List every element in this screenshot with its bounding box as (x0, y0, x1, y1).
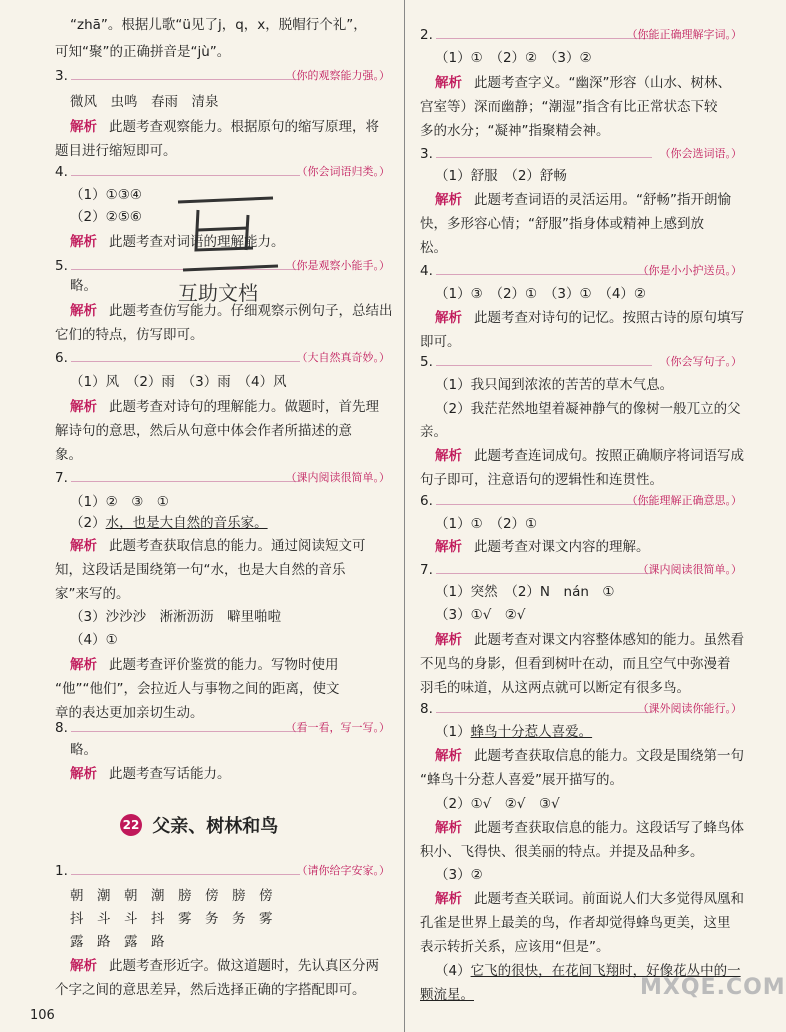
explanation-text: 此题考查仿写能力。仔细观察示例句子，总结出 (109, 303, 393, 319)
answer-line: （1）我只闻到浓浓的苦苦的草木气息。 (435, 377, 674, 393)
explanation-label: 解析 (70, 234, 97, 250)
explanation-text: 此题考查形近字。做这道题时，先认真区分两 (109, 958, 379, 974)
explanation-label: 解析 (435, 539, 462, 555)
answer-line: 它们的特点，仿写即可。 (55, 327, 204, 343)
explanation-text: 此题考查写话能力。 (109, 766, 231, 782)
question-tag: （你是观察小能手。） (285, 259, 390, 272)
answer-line: “蜂鸟十分惹人喜爱”展开描写的。 (420, 772, 623, 788)
answer-line: 朝 潮 朝 潮 膀 傍 膀 傍 (70, 888, 273, 904)
explanation-label: 解析 (435, 632, 462, 648)
answer-line: 解诗句的意思，然后从句意中体会作者所描述的意 (55, 423, 352, 439)
header-rule (71, 79, 300, 80)
answer-prefix: （2） (70, 515, 106, 531)
column-divider (404, 0, 405, 1032)
watermark-site: MXQE.COM (640, 975, 786, 1000)
answer-line: （3）沙沙沙 淅淅沥沥 噼里啪啦 (70, 609, 282, 625)
question-tag: （大自然真奇妙。） (296, 351, 390, 364)
answer-line: 宫室等）深而幽静；“潮湿”指含有比正常状态下较 (420, 99, 718, 115)
explanation-text: 此题考查获取信息的能力。通过阅读短文可 (109, 538, 366, 554)
explanation-line (70, 398, 379, 416)
explanation-text: 此题考查获取信息的能力。这段话写了蜂鸟体 (474, 820, 744, 836)
question-header (420, 353, 742, 371)
question-number: 2. (420, 27, 433, 43)
explanation-label: 解析 (435, 310, 462, 326)
question-tag: （你会选词语。） (659, 147, 742, 160)
header-rule (71, 481, 300, 482)
question-number: 7. (420, 562, 433, 578)
question-number: 3. (420, 146, 433, 162)
page-number: 106 (30, 1008, 55, 1023)
underlined-answer: 颗流星。 (420, 987, 474, 1003)
answer-line: （1）① （2）① (435, 516, 538, 532)
answer-line: （2）我茫茫然地望着凝神静气的像树一般兀立的父 (435, 401, 741, 417)
header-rule (436, 38, 652, 39)
explanation-line (435, 309, 744, 327)
explanation-line (435, 447, 744, 465)
question-header (420, 145, 742, 163)
explanation-line (70, 765, 231, 783)
answer-line: （1）舒服 （2）舒畅 (435, 168, 567, 184)
answer-line: 快，多形容心情；“舒服”指身体或精神上感到放 (420, 216, 704, 232)
explanation-text: 此题考查对词语的理解能力。 (109, 234, 285, 250)
explanation-text: 此题考查词语的灵活运用。“舒畅”指开朗愉 (474, 192, 731, 208)
question-tag: （你是小小护送员。） (637, 264, 742, 277)
header-rule (71, 731, 300, 732)
question-tag: （请你给字安家。） (296, 864, 390, 877)
explanation-text: 此题考查对课文内容整体感知的能力。虽然看 (474, 632, 744, 648)
header-rule (71, 361, 300, 362)
explanation-line (70, 656, 339, 674)
question-header (420, 561, 742, 579)
header-rule (436, 712, 652, 713)
question-tag: （课内阅读很简单。） (285, 471, 390, 484)
header-rule (436, 365, 652, 366)
answer-line: 表示转折关系，应该用“但是”。 (420, 939, 610, 955)
question-number: 7. (55, 470, 68, 486)
answer-line: （1）突然 （2）N nán ① (435, 584, 615, 600)
question-number: 3. (55, 68, 68, 84)
question-header (55, 719, 390, 737)
explanation-text: 此题考查连词成句。按照正确顺序将词语写成 (474, 448, 744, 464)
answer-prefix: （1） (435, 724, 471, 740)
answer-line (70, 514, 268, 532)
explanation-text: 此题考查观察能力。根据原句的缩写原理，将 (109, 119, 379, 135)
question-number: 8. (420, 701, 433, 717)
answer-line (435, 723, 592, 741)
explanation-text: 此题考查获取信息的能力。文段是围绕第一句 (474, 748, 744, 764)
answer-line: （4）① (70, 632, 118, 648)
explanation-line (435, 819, 744, 837)
underlined-answer: 蜂鸟十分惹人喜爱。 (470, 724, 593, 740)
answer-line: 句子即可，注意语句的逻辑性和连贯性。 (420, 472, 663, 488)
answer-line: 微风 虫鸣 春雨 清泉 (70, 94, 219, 110)
answer-line: （1）② ③ ① (70, 494, 169, 510)
explanation-line (70, 537, 366, 555)
answer-line: 松。 (420, 240, 447, 256)
explanation-label: 解析 (435, 192, 462, 208)
question-header (420, 26, 742, 44)
question-tag: （你会写句子。） (659, 355, 742, 368)
answer-line: （2）②⑤⑥ (70, 209, 142, 225)
explanation-line (435, 74, 731, 92)
question-number: 6. (420, 493, 433, 509)
explanation-line (435, 890, 744, 908)
chapter-number-badge: 22 (120, 814, 142, 836)
answer-line: 可知“聚”的正确拼音是“jù”。 (55, 44, 231, 60)
explanation-text: 此题考查评价鉴赏的能力。写物时使用 (109, 657, 339, 673)
explanation-label: 解析 (70, 119, 97, 135)
answer-line: 孔雀是世界上最美的鸟，作者却觉得蜂鸟更美，这里 (420, 915, 731, 931)
header-rule (71, 874, 300, 875)
explanation-line (435, 538, 650, 556)
header-rule (436, 573, 652, 574)
question-header (55, 349, 390, 367)
answer-line: （1）③ （2）① （3）① （4）② (435, 286, 647, 302)
explanation-label: 解析 (435, 75, 462, 91)
answer-line: 羽毛的味道，从这两点就可以断定有很多鸟。 (420, 680, 690, 696)
header-rule (71, 175, 300, 176)
underlined-answer: 水，也是大自然的音乐家。 (105, 515, 268, 531)
answer-line: （1）风 （2）雨 （3）雨 （4）风 (70, 374, 287, 390)
explanation-label: 解析 (70, 766, 97, 782)
answer-prefix: （4） (435, 963, 471, 979)
answer-line: “zhā”。根据儿歌“ü见了j，q，x，脱帽行个礼”， (70, 17, 367, 33)
answer-line: 知，这段话是围绕第一句“水，也是大自然的音乐 (55, 562, 346, 578)
answer-line: （1）①③④ (70, 187, 142, 203)
answer-line (420, 986, 474, 1004)
explanation-label: 解析 (435, 891, 462, 907)
explanation-line (70, 118, 379, 136)
answer-line: （3）② (435, 867, 483, 883)
answer-line: 积小、飞得快、很美丽的特点。并提及品种多。 (420, 844, 704, 860)
answer-line: （2）①√ ②√ ③√ (435, 796, 560, 812)
question-number: 4. (55, 164, 68, 180)
answer-line: 略。 (70, 278, 97, 294)
answer-line: 露 路 露 路 (70, 934, 165, 950)
explanation-label: 解析 (70, 538, 97, 554)
answer-line: 家”来写的。 (55, 586, 130, 602)
question-tag: （课内阅读很简单。） (637, 563, 742, 576)
explanation-label: 解析 (70, 399, 97, 415)
header-rule (436, 274, 652, 275)
explanation-label: 解析 (70, 303, 97, 319)
answer-line: 象。 (55, 447, 82, 463)
question-tag: （你会词语归类。） (296, 165, 390, 178)
chapter-heading (120, 812, 278, 838)
header-rule (436, 504, 652, 505)
question-header (55, 469, 390, 487)
underlined-answer: 它飞的很快，在花间飞翔时，好像花丛中的一 (470, 963, 741, 979)
question-tag: （看一看，写一写。） (285, 721, 390, 734)
question-number: 5. (420, 354, 433, 370)
question-tag: （课外阅读你能行。） (637, 702, 742, 715)
question-tag: （你能正确理解字词。） (626, 28, 742, 41)
question-number: 8. (55, 720, 68, 736)
explanation-label: 解析 (70, 657, 97, 673)
explanation-line (435, 631, 744, 649)
question-tag: （你能理解正确意思。） (626, 494, 742, 507)
question-header (420, 262, 742, 280)
answer-line: 抖 斗 斗 抖 雾 务 务 雾 (70, 911, 273, 927)
explanation-label: 解析 (70, 958, 97, 974)
question-header (420, 700, 742, 718)
question-header (55, 67, 390, 85)
explanation-text: 此题考查对诗句的理解能力。做题时，首先理 (109, 399, 379, 415)
answer-line: 个字之间的意思差异，然后选择正确的字搭配即可。 (55, 982, 366, 998)
question-header (420, 492, 742, 510)
explanation-text: 此题考查字义。“幽深”形容（山水、树林、 (474, 75, 731, 91)
explanation-text: 此题考查关联词。前面说人们大多觉得凤凰和 (474, 891, 744, 907)
chapter-title: 父亲、树林和鸟 (152, 816, 279, 837)
explanation-line (435, 747, 744, 765)
watermark-logo-text: 互助文档 (178, 281, 258, 305)
question-number: 1. (55, 863, 68, 879)
question-header (55, 163, 390, 181)
watermark-logo (168, 190, 288, 314)
answer-line: 亲。 (420, 424, 447, 440)
answer-line: （1）① （2）② （3）② (435, 50, 592, 66)
question-number: 4. (420, 263, 433, 279)
explanation-label: 解析 (435, 748, 462, 764)
explanation-text: 此题考查对诗句的记忆。按照古诗的原句填写 (474, 310, 744, 326)
question-number: 6. (55, 350, 68, 366)
answer-line: 不见鸟的身影，但看到树叶在动，而且空气中弥漫着 (420, 656, 731, 672)
answer-line: 即可。 (420, 334, 461, 350)
explanation-line (435, 191, 731, 209)
explanation-label: 解析 (435, 448, 462, 464)
question-header (55, 862, 390, 880)
answer-line: （3）①√ ②√ (435, 607, 526, 623)
answer-line: 题目进行缩短即可。 (55, 143, 177, 159)
answer-line: 多的水分；“凝神”指聚精会神。 (420, 123, 610, 139)
header-rule (436, 157, 652, 158)
answer-line: “他”“他们”，会拉近人与事物之间的距离，使文 (55, 681, 340, 697)
answer-line: 章的表达更加亲切生动。 (55, 705, 204, 721)
explanation-line (70, 957, 379, 975)
explanation-text: 此题考查对课文内容的理解。 (474, 539, 650, 555)
question-tag: （你的观察能力强。） (285, 69, 390, 82)
question-number: 5. (55, 258, 68, 274)
explanation-label: 解析 (435, 820, 462, 836)
answer-line: 略。 (70, 742, 97, 758)
